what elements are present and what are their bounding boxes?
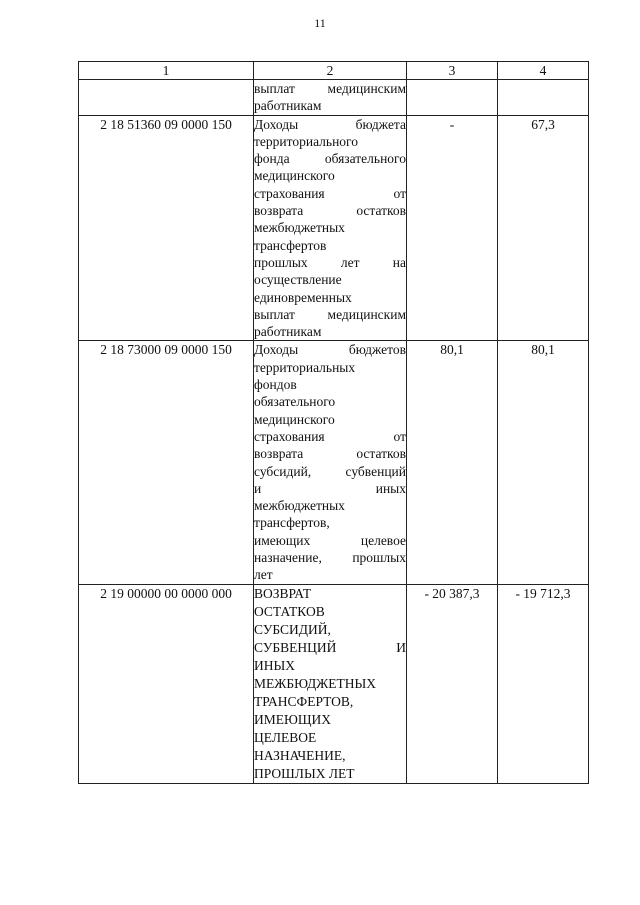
description-line: территориальных (254, 359, 356, 375)
description-line: территориального (254, 133, 358, 149)
description-word: субсидий, (254, 463, 312, 479)
description-line: осуществление (254, 272, 342, 288)
description-line (254, 445, 406, 462)
description-word: выплат (254, 81, 295, 96)
budget-table (78, 61, 589, 784)
header-col-3: 3 (407, 62, 498, 80)
value-col-3-cell: - 20 387,3 (407, 584, 498, 783)
description-line (254, 532, 406, 549)
description-line (254, 202, 406, 219)
description-word: бюджета (355, 116, 406, 132)
description-line: обязательного (254, 394, 336, 410)
description-line: работникам (254, 98, 322, 114)
table-body (79, 80, 589, 784)
description-line (254, 116, 406, 133)
description-line (254, 150, 406, 167)
description-line: ИМЕЮЩИХ (254, 711, 331, 727)
description-word: возврата (254, 446, 304, 462)
description-word: иных (375, 480, 406, 496)
value-col-4-cell: 67,3 (498, 115, 589, 341)
description-cell (254, 584, 407, 783)
description-line (254, 185, 406, 202)
description-word: бюджетов (348, 342, 406, 358)
description-cell (254, 115, 407, 341)
description-line (254, 80, 406, 97)
description-word: субвенций (345, 463, 406, 479)
description-line: НАЗНАЧЕНИЕ, (254, 747, 346, 763)
description-word: остатков (356, 203, 406, 219)
budget-code-cell: 2 18 51360 09 0000 150 (79, 115, 254, 341)
description-line: МЕЖБЮДЖЕТНЫХ (254, 675, 377, 691)
description-word: СУБВЕНЦИЙ (254, 639, 337, 655)
description-line: ВОЗВРАТ (254, 585, 312, 601)
description-word: Доходы (254, 342, 299, 358)
description-word: от (393, 428, 406, 444)
description-line (254, 254, 406, 271)
description-line (254, 306, 406, 323)
description-word: целевое (360, 532, 406, 548)
description-word: имеющих (254, 532, 311, 548)
description-word: прошлых (254, 254, 308, 270)
description-line: лет (254, 567, 273, 583)
page-number: 11 (314, 16, 326, 30)
description-line: СУБСИДИЙ, (254, 621, 331, 637)
description-line: медицинского (254, 168, 335, 184)
budget-code-cell: 2 19 00000 00 0000 000 (79, 584, 254, 783)
description-word: фонда (254, 151, 290, 167)
description-line (254, 480, 406, 497)
description-word: выплат (254, 306, 295, 322)
description-line: межбюджетных (254, 220, 345, 236)
description-word: Доходы (254, 116, 299, 132)
description-word: И (396, 639, 406, 655)
description-line: межбюджетных (254, 498, 345, 514)
description-line (254, 549, 406, 566)
table-row (79, 80, 589, 116)
description-word: лет (340, 254, 360, 270)
description-line: ПРОШЛЫХ ЛЕТ (254, 765, 355, 781)
description-word: обязательного (324, 151, 406, 167)
description-word: медицинским (327, 81, 406, 96)
description-line: ОСТАТКОВ (254, 603, 325, 619)
description-cell (254, 341, 407, 584)
description-line: единовременных (254, 289, 352, 305)
value-col-4-cell: - 19 712,3 (498, 584, 589, 783)
description-line (254, 341, 406, 358)
description-line (254, 639, 406, 657)
description-line (254, 428, 406, 445)
value-col-4-cell (498, 80, 589, 116)
table-header-row (79, 62, 589, 80)
description-line: ТРАНСФЕРТОВ, (254, 693, 354, 709)
header-col-4: 4 (498, 62, 589, 80)
description-word: страхования (254, 428, 325, 444)
description-word: на (392, 254, 406, 270)
value-col-3-cell (407, 80, 498, 116)
description-line: ИНЫХ (254, 657, 296, 673)
budget-code-cell: 2 18 73000 09 0000 150 (79, 341, 254, 584)
description-word: назначение, (254, 550, 322, 566)
value-col-3-cell: - (407, 115, 498, 341)
description-line (254, 463, 406, 480)
description-word: медицинским (327, 306, 406, 322)
value-col-4-cell: 80,1 (498, 341, 589, 584)
budget-code-cell (79, 80, 254, 116)
description-line: ЦЕЛЕВОЕ (254, 729, 317, 745)
description-word: прошлых (352, 550, 406, 566)
description-word: страхования (254, 185, 325, 201)
description-line: фондов (254, 377, 297, 393)
header-col-1: 1 (79, 62, 254, 80)
description-line: трансфертов, (254, 515, 330, 531)
table-row (79, 341, 589, 584)
table-row (79, 584, 589, 783)
description-line: работникам (254, 324, 322, 340)
description-word: возврата (254, 203, 304, 219)
header-col-2: 2 (254, 62, 407, 80)
description-line: трансфертов (254, 237, 327, 253)
value-col-3-cell: 80,1 (407, 341, 498, 584)
description-word: остатков (356, 446, 406, 462)
table-row (79, 115, 589, 341)
description-word: от (393, 185, 406, 201)
description-cell (254, 80, 407, 116)
description-line: медицинского (254, 411, 335, 427)
description-word: и (254, 480, 262, 496)
